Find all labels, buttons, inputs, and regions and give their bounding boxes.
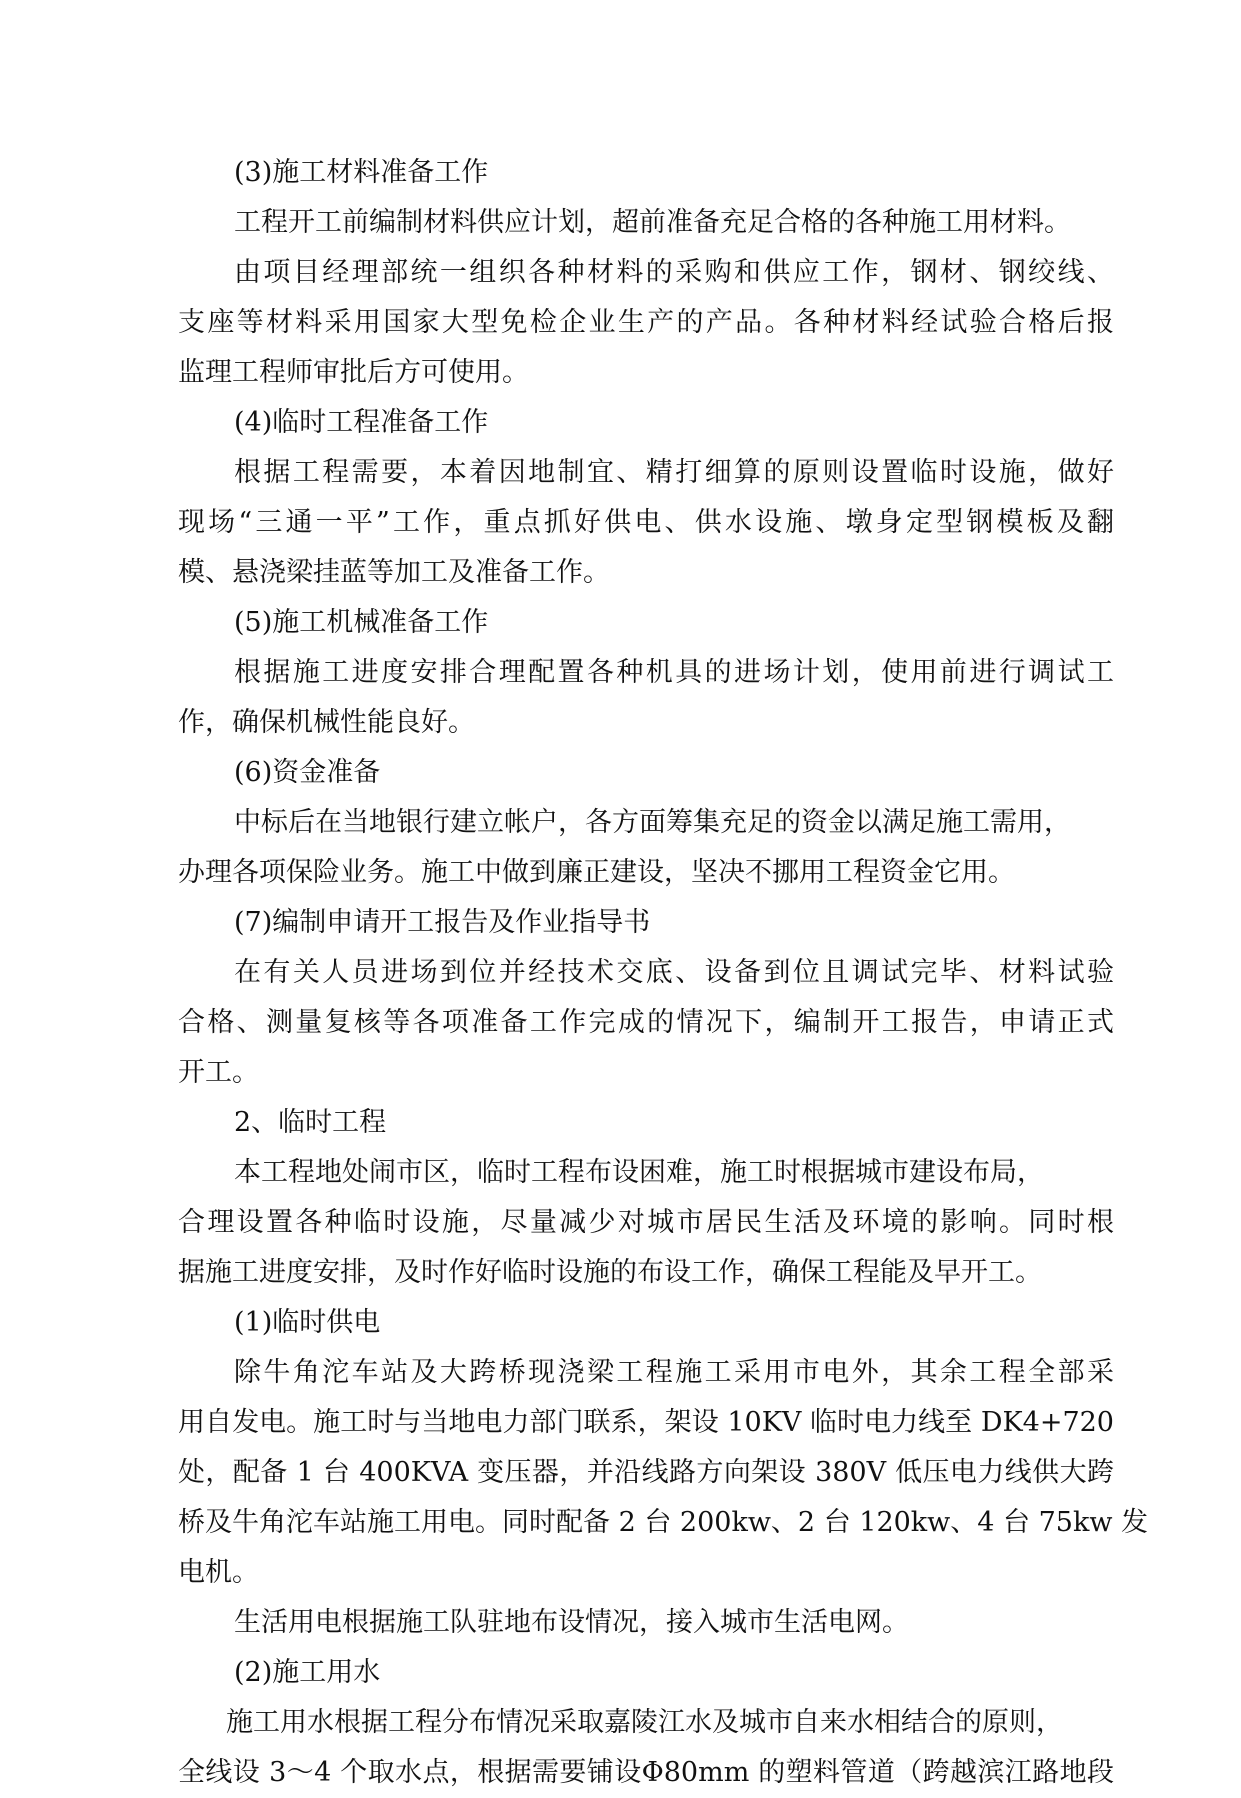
paragraph-line: 中标后在当地银行建立帐户，各方面筹集充足的资金以满足施工需用， [234,807,1071,838]
paragraph-line: 电机。 [178,1557,259,1588]
paragraph-line: 桥及牛角沱车站施工用电。同时配备 2 台 200kw、2 台 120kw、4 台 75kw 发 [178,1507,1149,1538]
paragraph-line: 据施工进度安排，及时作好临时设施的布设工作，确保工程能及早开工。 [178,1257,1042,1288]
paragraph-line: 处，配备 1 台 400KVA 变压器，并沿线路方向架设 380V 低压电力线供大跨 [178,1457,1114,1488]
paragraph-line: 施工用水根据工程分布情况采取嘉陵江水及城市自来水相结合的原则， [226,1707,1063,1738]
paragraph-line: 根据工程需要，本着因地制宜、精打细算的原则设置临时设施，做好 [234,457,1114,488]
document-body [178,148,1149,1798]
section-heading-temporary-engineering: 2、临时工程 [234,1107,387,1138]
paragraph-line: 模、悬浇梁挂蓝等加工及准备工作。 [178,557,610,588]
paragraph-line: 现场“三通一平”工作，重点抓好供电、供水设施、墩身定型钢模板及翻 [178,507,1114,538]
paragraph-line: 由项目经理部统一组织各种材料的采购和供应工作，钢材、钢绞线、 [234,257,1114,288]
section-heading-start-report: (7)编制申请开工报告及作业指导书 [234,907,651,938]
paragraph-line: 全线设 3～4 个取水点，根据需要铺设Φ80mm 的塑料管道（跨越滨江路地段 [178,1757,1114,1788]
paragraph-line: 合格、测量复核等各项准备工作完成的情况下，编制开工报告，申请正式 [178,1007,1114,1038]
section-heading-funds: (6)资金准备 [234,757,381,788]
paragraph-line: 办理各项保险业务。施工中做到廉正建设，坚决不挪用工程资金它用。 [178,857,1015,888]
paragraph-line: 生活用电根据施工队驻地布设情况，接入城市生活电网。 [234,1607,909,1638]
section-heading-power-supply: (1)临时供电 [234,1307,381,1338]
paragraph-line: 监理工程师审批后方可使用。 [178,357,529,388]
paragraph-line: 工程开工前编制材料供应计划，超前准备充足合格的各种施工用材料。 [234,207,1071,238]
paragraph-line: 本工程地处闹市区，临时工程布设困难，施工时根据城市建设布局， [234,1157,1044,1188]
paragraph-line: 在有关人员进场到位并经技术交底、设备到位且调试完毕、材料试验 [234,957,1114,988]
paragraph-line: 用自发电。施工时与当地电力部门联系，架设 10KV 临时电力线至 DK4+720 [178,1407,1114,1438]
section-heading-temporary-works: (4)临时工程准备工作 [234,407,489,438]
paragraph-line: 开工。 [178,1057,259,1088]
section-heading-water-supply: (2)施工用水 [234,1657,381,1688]
paragraph-line: 根据施工进度安排合理配置各种机具的进场计划，使用前进行调试工 [234,657,1114,688]
section-heading-machinery: (5)施工机械准备工作 [234,607,489,638]
paragraph-line: 合理设置各种临时设施，尽量减少对城市居民生活及环境的影响。同时根 [178,1207,1114,1238]
section-heading-materials: (3)施工材料准备工作 [234,157,489,188]
paragraph-line: 作，确保机械性能良好。 [178,707,475,738]
paragraph-line: 支座等材料采用国家大型免检企业生产的产品。各种材料经试验合格后报 [178,307,1114,338]
paragraph-line: 除牛角沱车站及大跨桥现浇梁工程施工采用市电外，其余工程全部采 [234,1357,1114,1388]
